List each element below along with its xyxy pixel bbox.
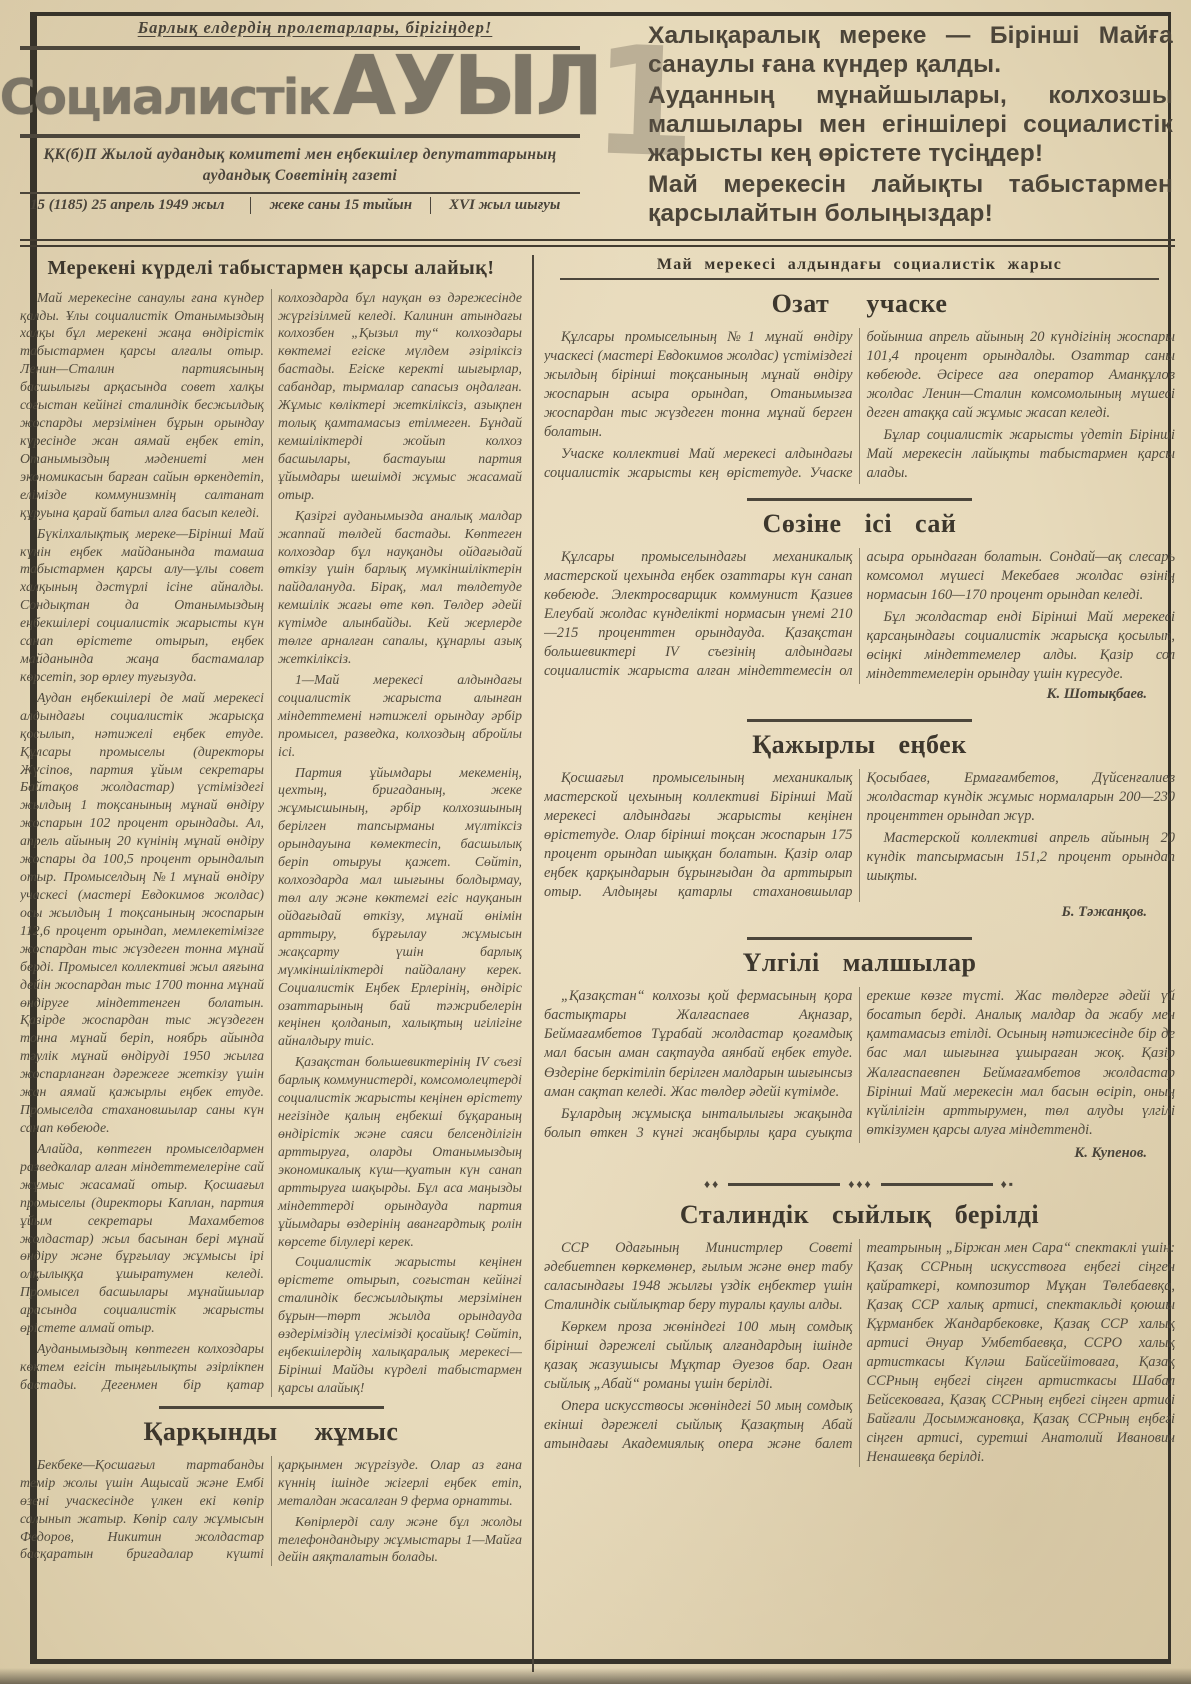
article-paragraph: Бекбеке—Қосшағыл тартабанды темір жолы үшін Ащысай және Ембі өзені учаскесінде үлкен екі көпір салынып жатыр. Көпір салу жұмысын Федоров, Никитин жолдастар басқаратын бригадалар күшті қарқынмен жүргізуде. Олар аз ғана күннің ішінде жігерлі еңбек етіп, металдан жасалған 9 ферма орнатты. xyxy=(20,1456,522,1562)
diamond-icon: ♦♦ xyxy=(703,1176,721,1191)
article-paragraph: 1—Май мерекесі алдындағы социалистік жарыста алынған міндеттемені нәтижелі орындау әрбір промысел, разведка, колхоздың абройлы ісі. xyxy=(278,671,522,759)
page-body xyxy=(20,255,1175,1672)
right-column xyxy=(544,255,1175,1672)
newspaper-subtitle: ҚК(б)П Жылой аудандық комитеті мен еңбекшілер депутаттарының аудандық Советінің газеті xyxy=(43,146,557,184)
article-signature: Б. Тәжанқов. xyxy=(1061,904,1147,921)
article-signature: К. Шотықбаев. xyxy=(1046,686,1147,703)
article-paragraph: „Қазақстан“ колхозы қой фермасының қора бастықтары Жалғаспаев Ақназар, Беймағамбетов Тұрабай жолдастар қоғамдық мал басын аман сақтауда аянбай еңбек етуде. Өздеріне беркітіліп берілген малдарын шығынсыз аман сақтап келеді. Жас төлдер әдейі күтімде. xyxy=(544,988,853,1100)
edition-year: XVI жыл шығуы xyxy=(430,197,578,214)
article-paragraph: Алайда, көптеген промыселдармен разведкалар алған міндеттемелеріне сай жұмыс жасамай отыр. Қосшағыл промыселы (директоры Каплан, партия ұйым секретары Махамбетов жолдастар) жыл басынан бері мұнай өндіру және бұрғылау жұмысы ірі олқылыққа ұшыратумен келеді. Промысел басшылары мұнайшылар арасында социалистік жарысты өрістете алмай отыр. xyxy=(20,1140,264,1336)
masthead xyxy=(0,14,1175,232)
article-stalindik-syilyq xyxy=(544,1199,1175,1467)
article-sozine-isi-sai xyxy=(544,508,1175,705)
diamond-icon: ♦▪ xyxy=(1000,1176,1015,1191)
article-paragraph: Социалистік жарысты кеңінен өрістете отырып, соғыстан кейінгі сталиндік бесжылдықты мерзімінен бұрын—төрт жылда орындауда өздеріміздің үлесімізді қосайық! Сөйтіп, еңбекшілердің халықаралық мерекесі—Бірінші Майды күрделі табыстармен қарсы алайық! xyxy=(278,1254,522,1395)
article-paragraph: Құлсары промыселының №1 мұнай өндіру учаскесі (мастері Евдокимов жолдас) үстіміздегі жылдың бірінші тоқсанының мұнай өндіру жоспарын асыра орындап, Отанымызға жоспардан тыс жүздеген тонна мұнай берген болатын. xyxy=(544,328,853,440)
article-paragraph: Учаске коллективі Май мерекесі алдындағы социалистік жарысты кең өрістетуде. Учаске бойынша апрель айының 20 күндігінің жоспары 101,4 процент орындалды. Озаттар саны көбеюде. Әсіресе аға оператор Аманқұлов жолдас Ленин—Сталин комсомолының мүшесі деген атаққа сай жұмыс жасап келеді. xyxy=(544,328,1175,481)
lead-article-title: Мерекені күрделі табыстармен қарсы алайық! xyxy=(47,256,495,279)
article-body xyxy=(544,987,1175,1142)
article-body xyxy=(544,769,1175,902)
article-title: Сөзіне ісі сай xyxy=(762,509,957,539)
left-column xyxy=(20,255,522,1672)
lead-article-body xyxy=(20,289,522,1397)
article-title: Үлгілі малшылар xyxy=(742,948,977,978)
article-divider-rule xyxy=(747,498,972,501)
price: жеке саны 15 тыйын xyxy=(250,197,430,214)
article-paragraph: ССР Одағының Министрлер Советі әдебиетпен көркемөнер, ғылым және өнер табу саласындағы 1948 жылғы үздік еңбектер үшін Сталиндік сыйлықтар беру туралы қаулы алды. xyxy=(544,1239,853,1313)
article-paragraph: Бұлар социалистік жарысты үдетіп Бірінші Май мерекесін лайықты табыстармен қарсы алады. xyxy=(866,426,1175,481)
diamond-separator xyxy=(544,1177,1175,1192)
article-paragraph: Бұлардың жұмысқа ынталылығы жақында болып өткен 3 күнгі жаңбырлы қара суықта ерекше көзге түсті. Жас төлдерге әдейі үй босатып берді. Аналық малдар да жабу мен қамтамасыз етілді. Осының нәтижесінде бір де бас мал шығынға ұшыраған жоқ. Қазір Жалғаспаевпен Беймағамбетов жолдастар Бірінші Май мерекесін мал басын өсіріп, оның күйлілігін арттырумен, төл алуды үлгілі өткізумен қарсы алуға міндеттенді. xyxy=(544,988,1175,1141)
page-content xyxy=(0,14,1175,1672)
section-header: Май мерекесі алдындағы социалистік жарыс xyxy=(560,256,1159,280)
separator-rule xyxy=(728,1183,840,1186)
proletarian-slogan: Барлық елдердің пролетарлары, бірігіңдер! xyxy=(137,18,493,37)
article-title: Озат учаске xyxy=(771,288,948,318)
article-divider-rule xyxy=(159,1406,384,1409)
article-signature: К. Купенов. xyxy=(1074,1144,1147,1161)
issue-number: 15 (1185) 25 апрель 1949 жыл xyxy=(30,196,225,213)
header-divider-rule xyxy=(20,239,1175,247)
article-paragraph: Аудан еңбекшілері де май мерекесі алдындағы социалистік жарысқа қосылып, нәтижелі еңбек етуде. Құлсары промыселы (директоры Жүсіпов, партия ұйым секретары Байтақов жолдастар) үстіміздегі жылдың 1 тоқсанының мұнай өндіру жоспарын 102 процент орындады. Ал, апрель айының 20 күнінің мұнай өндіру жоспары да 100,5 процент орындалып отыр. Промыселдың №1 мұнай өндіру учаскесі (мастері Евдокимов жолдас) осы жылдың 1 тоқсанының жоспарын 112,6 процент орындап, мемлекетімізге жоспардан тыс жүздеген тонна мұнай берді. Промысел коллективі жыл аяғына дейін жоспардан тыс 1700 тонна мұнай өндіруге міндеттенген болатын. Қазірде жоспардан тыс жүздеген тонна мұнай беріп, ноябрь айында тәулік мұнай өндіруді 1950 жылға жоспарланған дәрежеге жеткізу үшін жан аямай қажырлы еңбек етуде. Промыселда стахановшылар саны күн санап көбеюде. xyxy=(20,689,264,1135)
article-paragraph: Мастерской коллективі апрель айының 20 күндік тапсырмасын 151,2 процент орындап шықты. xyxy=(866,830,1175,885)
article-title: Сталиндік сыйлық берілді xyxy=(679,1199,1040,1229)
newspaper-title xyxy=(0,39,601,138)
newspaper-title-part1: Социалистік xyxy=(0,69,329,126)
article-paragraph: Қазіргі ауданымызда аналық малдар жаппай төлдей бастады. Көптеген колхоздар бұл науқанды ойдағыдай өткізу үшін барлық мүмкіншіліктерін пайдалануда. Бірақ, мал төлдетуде кемшілік жағы өте көп. Төлдер әдейі күтімде алынбайды. Кей жерлерде төлге арналған сапалы, құнарлы азық жеткіліксіз. xyxy=(278,507,522,667)
article-paragraph: Партия ұйымдары мекеменің, цехтың, бригаданың, жеке жұмысшының, әрбір колхозшының берілген тапсырманы мүлтіксіз орындауына көмектесіп, басшылық беріп отыруы қажет. Сөйтіп, колхоздарда мал шығыны болдырмау, төл алу және көктемгі егіс науқанын ойдағыдай өткізу, мұнай өнімін арттыру, бұрғылау жұмысын жақсарту үшін барлық мүмкіншіліктерді пайдалану керек. Социалистік Еңбек Ерлерінің, өндіріс озаттарының бай тәжрибелерін кеңінен қолданып, халықтың игілігіне айналдыру тиіс. xyxy=(278,764,522,1049)
article-paragraph: Опера искусствосы жөніндегі 50 мың сомдық екінші дәрежелі сыйлық Қазақтың Абай атындағы Академиялық опера және балет театрының „Біржан мен Сара“ спектаклі үшін: Қазақ ССРның искусствоға еңбегі сіңген қайраткері, композитор Мұқан Төлебаевқа, Қазақ ССР халық артисі, спектакльді қоюшы Құрманбек Жандарбековке, Қазақ ССР халық артисі Әнуар Умбетбаевқа, ССРО халық артисткасы Күләш Байсейітоваға, Қазақ ССРның еңбегі сіңген артисткасы Шабал Бейсековаға, Қазақ ССРның еңбегі сіңген артисі Байғали Досымжановқа, Қазақ ССРның еңбегі сіңген артисі, суретші Анатолий Иванович Ненашевқа берілді. xyxy=(544,1239,1175,1465)
article-paragraph: Қазақстан большевиктерінің IV съезі барлық коммунистерді, комсомолецтерді социалистік жарысты кеңінен өрістету негізінде қалың еңбекші бұқараның өндірістік және саяси белсенділігін арттыруға, оларды Отанымыздың экономикалық күш—қуатын күн санап арттыруға шақырды. Бұл аса маңызды міндеттерді орындауда партия ұйымдары өздерінің авангардтық ролін көрсете білулері керек. xyxy=(278,1054,522,1249)
separator-rule xyxy=(881,1183,993,1186)
article-ulgili-malshylar xyxy=(544,947,1175,1163)
article-paragraph: Құлсары промыселындағы механикалық мастерской цехында еңбек озаттары күн санап көбеюде. Электросварщик коммунист Қазиев Елеубай жолдас күнделікті нормасын үнемі 210—215 проценттен орындауда. Қазақстан большевиктері IV съезінің алдындағы социалистік жарыста алған міндеттемесін ол асыра орындаған болатын. Сондай—ақ слесарь комсомол мүшесі Мекебаев жолдас өзінің нормасын 160—170 процент орындап келеді. xyxy=(544,549,1175,680)
newspaper-title-part2: АУЫЛ xyxy=(332,39,601,134)
article-ozat-uchaske xyxy=(544,288,1175,485)
article-paragraph: Бұл жолдастар енді Бірінші Май мерекесі қарсаңындағы социалистік жарысқа қосылып, өсіңкі міндеттемелер алды. Қазір сол міндеттемелерін орындау үшін күресуде. xyxy=(866,609,1175,683)
announcement-line: Ауданның мұнайшылары, колхозшы малшылары мен егіншілері социалистік жарысты кең өрістете түсіңдер! xyxy=(648,82,1173,167)
announcement-line: Халықаралық мереке — Бірінші Майға санаулы ғана күндер қалды. xyxy=(648,22,1173,78)
numeral-one-decoration: 1 xyxy=(588,14,700,192)
bottom-article-title: Қарқынды жұмыс xyxy=(143,1416,399,1446)
article-title: Қажырлы еңбек xyxy=(752,730,967,760)
center-column-rule xyxy=(532,255,534,1672)
masthead-left xyxy=(0,16,601,232)
dateline xyxy=(20,192,580,215)
article-paragraph: Ауданымыздың көптеген колхоздары көктем егісін тыңғылықты әзірлікпен бастады. Дегенмен бір қатар колхоздарда бұл науқан өз дәрежесінде жүргізілмей келеді. Калинин атындағы колхозбен „Қызыл ту“ колхоздары көктемгі егіске мүлдем әзірліксіз бастады. Егіске керекті шығырлар, сабандар, тырмалар сапасыз оңдалған. Жұмыс көліктері жеткіліксіз, азықпен толық қамтамасыз етілмеген. Бұндай кемшіліктерді жойып колхоз басшылары, бастауыш партия ұйымдары шешімді жұмыс жасамай отыр. xyxy=(20,289,522,1392)
bottom-article-body xyxy=(20,1456,522,1567)
article-paragraph: Қосшағыл промыселының механикалық мастерской цехының коллективі Бірінші Май мерекесі алдындағы жарысты кеңінен өрістетуде. Олар бірінші тоқсан жоспарын 175 процент орындап шыққан болатын. Қазір олар еңбек қарқындарын бұрынғыдан да арттырып отыр. Алдыңғы қатарлы стахановшылар Қосыбаев, Ермағамбетов, Дүйсенғалиев жолдастар күндік жұмыс нормаларын 200—230 проценттен орындап жүр. xyxy=(544,770,1175,901)
article-qazhyrly-enbek xyxy=(544,729,1175,923)
article-paragraph: Көпірлерді салу және бұл жолды телефондандыру жұмыстары 1—Майға дейін аяқталатын болады. xyxy=(278,1513,522,1565)
may-day-announcement xyxy=(588,14,1175,232)
page-bottom-edge-shadow xyxy=(0,1668,1191,1684)
article-paragraph: Көркем проза жөніндегі 100 мың сомдық бірінші дәрежелі сыйлық алғандардың ішінде қазақ жазушысы Мұқтар Әуезов бар. Оған сыйлық „Абай“ романы үшін берілді. xyxy=(544,1318,853,1392)
announcement-line: Май мерекесін лайықты табыстармен қарсылайтын болыңыздар! xyxy=(648,171,1173,227)
article-divider-rule xyxy=(747,937,972,940)
diamond-icon: ♦♦♦ xyxy=(848,1176,873,1191)
article-paragraph: Бүкілхалықтық мереке—Бірінші Май күнін еңбек майданында тамаша табыстармен қарсы алу—ұлы совет халқының дәстүрлі ісіне айналды. Сондықтан да Отанымыздың еңбекшілері социалистік жарысты күн санап өрістете отырып, еңбек майданында жаңа бастамалар көрсетіп, зор өрлеу туғызуда. xyxy=(20,525,264,684)
article-body xyxy=(544,328,1175,485)
article-divider-rule xyxy=(747,719,972,722)
article-body xyxy=(544,1239,1175,1467)
article-paragraph: Май мерекесіне санаулы ғана күндер қалды. Ұлы социалистік Отанымыздың халқы бұл мерекені жаңа өндірістік табыстармен қарсы алғалы отыр. Ленин—Сталин партиясының басшылығы арқасында совет халқы соғыстан кейінгі сталиндік бесжылдық жоспарды мерзімінен бұрын орындау күресінде жан аямай еңбек етіп, Отанымыздың мәдениеті мен экономикасын барған сайын өркендетіп, елімізде коммунизмнің салтанат құруына қарай батыл алға басып келеді. xyxy=(20,289,264,520)
article-body xyxy=(544,548,1175,684)
